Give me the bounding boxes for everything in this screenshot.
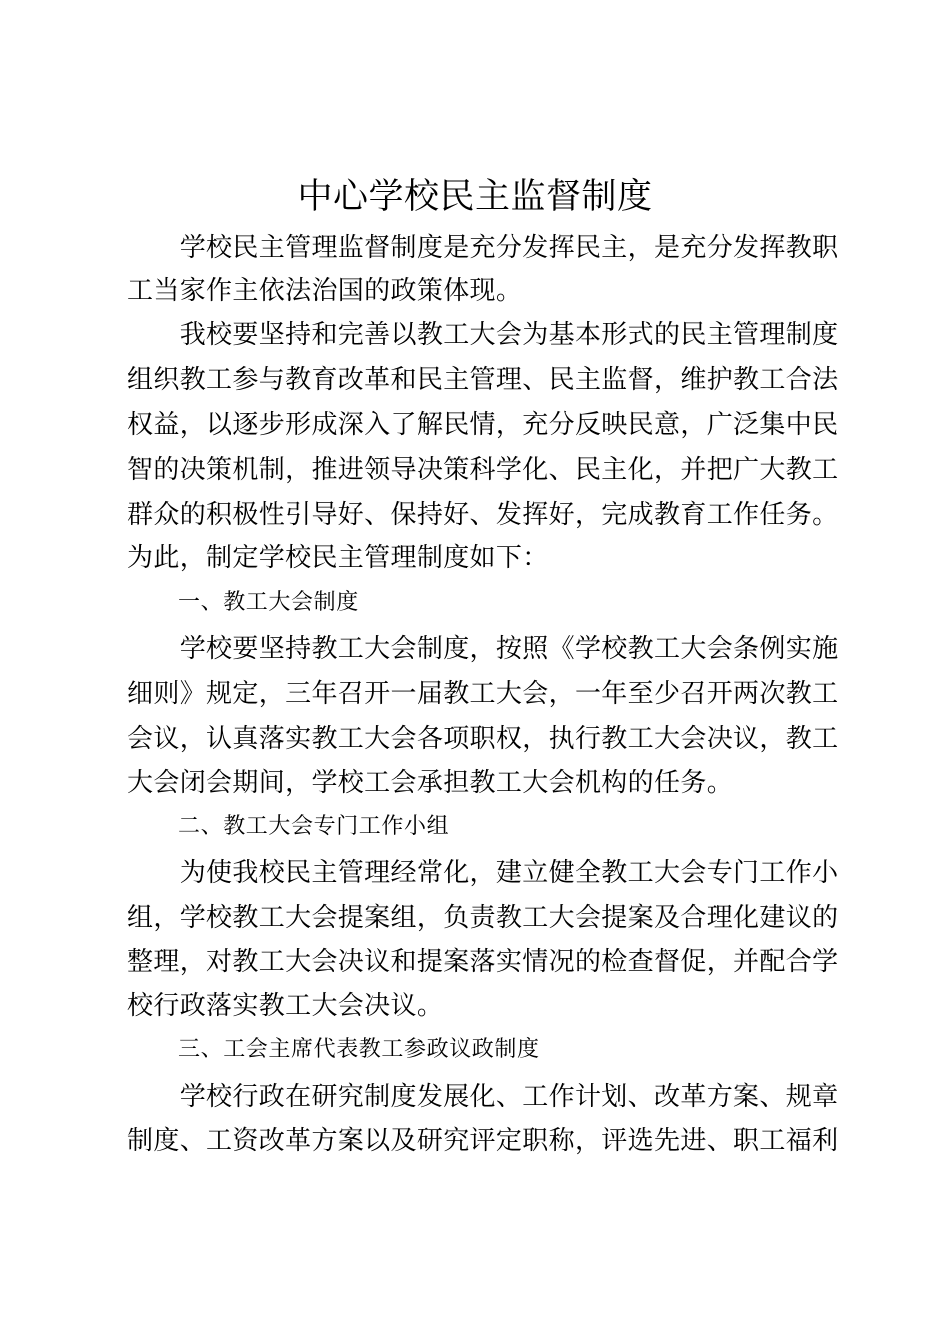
paragraph-line: 为使我校民主管理经常化，建立健全教工大会专门工作小	[127, 858, 839, 888]
paragraph-line: 会议，认真落实教工大会各项职权，执行教工大会决议，教工	[127, 724, 839, 754]
paragraph-line: 制度、工资改革方案以及研究评定职称，评选先进、职工福利	[127, 1126, 839, 1156]
paragraph-line: 工当家作主依法治国的政策体现。	[127, 276, 523, 306]
paragraph-line: 群众的积极性引导好、保持好、发挥好，完成教育工作任务。	[127, 500, 839, 530]
paragraph-line: 整理，对教工大会决议和提案落实情况的检查督促，并配合学	[127, 947, 839, 977]
paragraph-line: 组，学校教工大会提案组，负责教工大会提案及合理化建议的	[127, 903, 839, 933]
paragraph-line: 组织教工参与教育改革和民主管理、民主监督，维护教工合法	[127, 365, 839, 395]
paragraph-line: 智的决策机制，推进领导决策科学化、民主化，并把广大教工	[127, 455, 839, 485]
paragraph-line: 学校民主管理监督制度是充分发挥民主，是充分发挥教职	[127, 233, 839, 263]
paragraph-line: 学校要坚持教工大会制度，按照《学校教工大会条例实施	[127, 634, 839, 664]
paragraph-line: 大会闭会期间，学校工会承担教工大会机构的任务。	[127, 768, 734, 798]
paragraph-line: 我校要坚持和完善以教工大会为基本形式的民主管理制度	[127, 320, 839, 350]
section-heading: 一、教工大会制度	[178, 590, 359, 615]
paragraph-line: 细则》规定，三年召开一届教工大会，一年至少召开两次教工	[127, 679, 839, 709]
paragraph-line: 校行政落实教工大会决议。	[127, 991, 444, 1021]
paragraph-line: 学校行政在研究制度发展化、工作计划、改革方案、规章	[127, 1082, 839, 1112]
paragraph-line: 为此，制定学校民主管理制度如下：	[127, 543, 549, 573]
document-title: 中心学校民主监督制度	[297, 177, 653, 217]
paragraph-line: 权益，以逐步形成深入了解民情，充分反映民意，广泛集中民	[127, 410, 839, 440]
section-heading: 二、教工大会专门工作小组	[178, 814, 450, 839]
section-heading: 三、工会主席代表教工参政议政制度	[178, 1037, 540, 1062]
